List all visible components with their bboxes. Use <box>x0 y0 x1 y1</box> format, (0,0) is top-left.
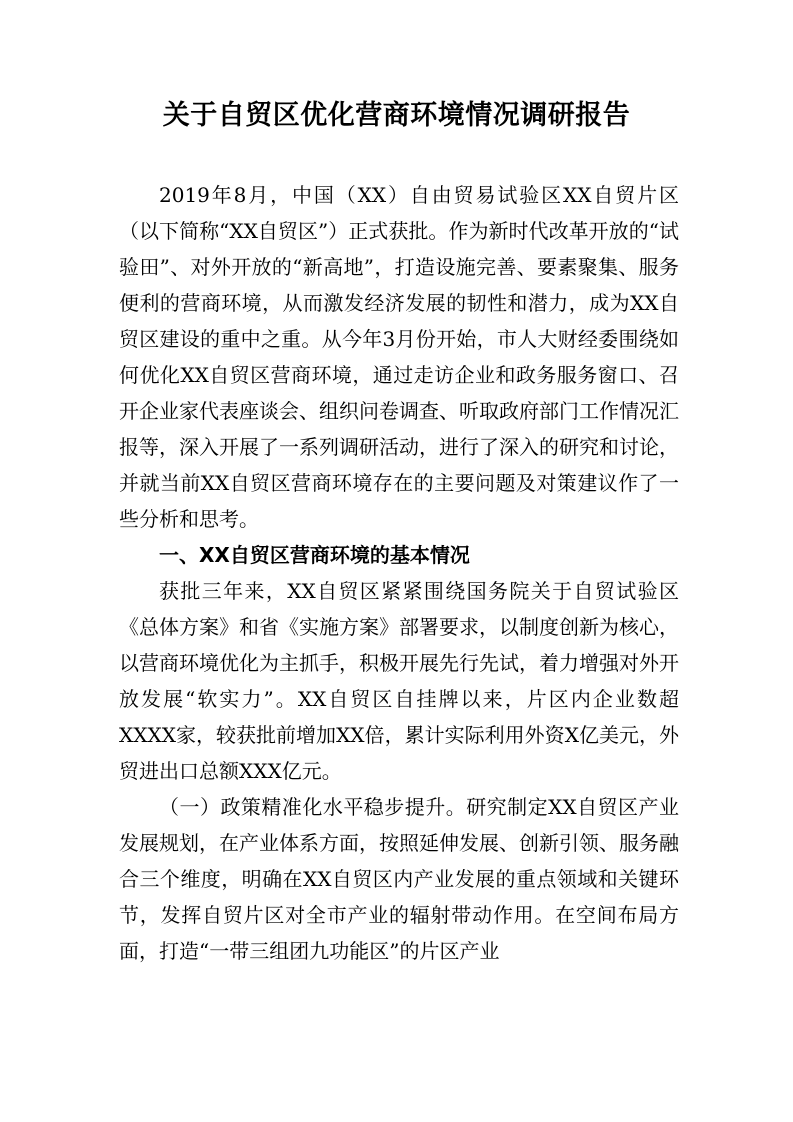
section-paragraph: 获批三年来，XX自贸区紧紧围绕国务院关于自贸试验区《总体方案》和省《实施方案》部署要求，以制度创新为核心，以营商环境优化为主抓手，积极开展先行先试，着力增强对外开放发展“软实力”。XX自贸区自挂牌以来，片区内企业数超XXXX家，较获批前增加XX倍，累计实际利用外资X亿美元，外贸进出口总额XXX亿元。 <box>119 579 679 783</box>
section-heading: 一、XX自贸区营商环境的基本情况 <box>159 543 470 567</box>
subsection-paragraph: （一）政策精准化水平稳步提升。研究制定XX自贸区产业发展规划，在产业体系方面，按照延伸发展、创新引领、服务融合三个维度，明确在XX自贸区内产业发展的重点领域和关键环节，发挥自贸片区对全市产业的辐射带动作用。在空间布局方面，打造“一带三组团九功能区”的片区产业 <box>119 795 679 963</box>
intro-paragraph: 2019年8月，中国（XX）自由贸易试验区XX自贸片区（以下简称“XX自贸区”）正式获批。作为新时代改革开放的“试验田”、对外开放的“新高地”，打造设施完善、要素聚集、服务便利的营商环境，从而激发经济发展的韧性和潜力，成为XX自贸区建设的重中之重。从今年3月份开始，市人大财经委围绕如何优化XX自贸区营商环境，通过走访企业和政务服务窗口、召开企业家代表座谈会、组织问卷调查、听取政府部门工作情况汇报等，深入开展了一系列调研活动，进行了深入的研究和讨论，并就当前XX自贸区营商环境存在的主要问题及对策建议作了一些分析和思考。 <box>119 183 679 531</box>
document-body <box>119 177 679 969</box>
document-title: 关于自贸区优化营商环境情况调研报告 <box>162 100 631 131</box>
